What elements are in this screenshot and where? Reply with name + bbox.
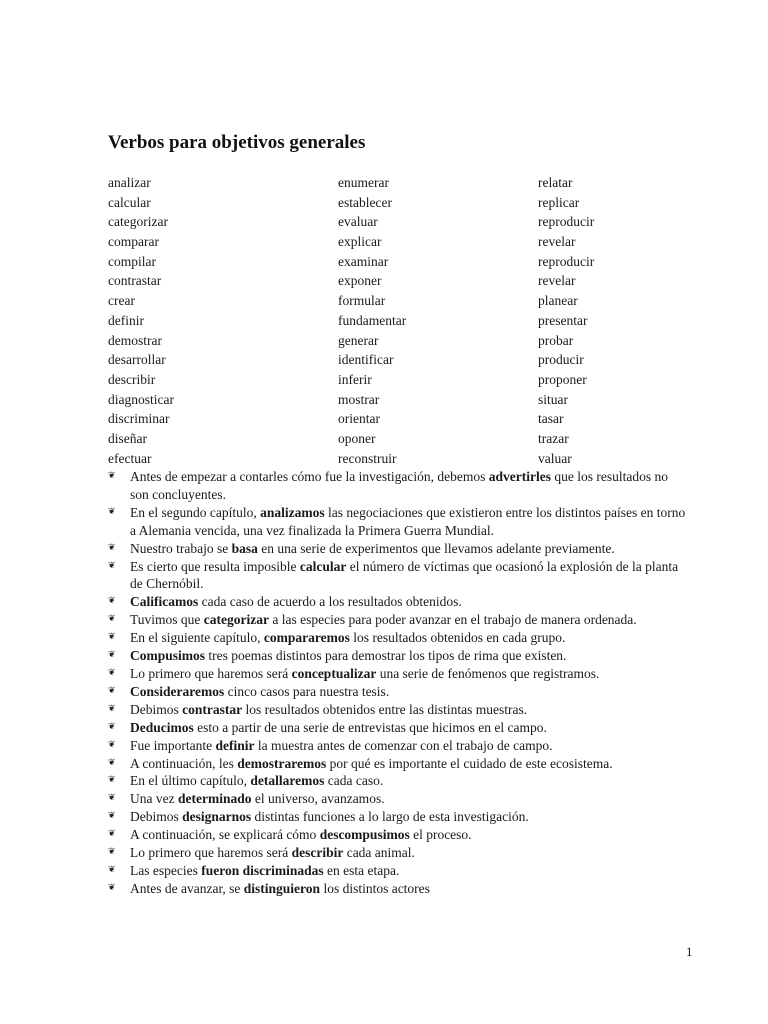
verb-item: planear [538, 293, 578, 309]
example-text-before: Debimos [130, 701, 183, 717]
verb-item: valuar [538, 450, 572, 466]
example-text-after: cada animal. [343, 845, 415, 861]
example-item [108, 808, 688, 826]
example-text-after: el número de víctimas que ocasionó la explosión de la planta de Chernóbil. [130, 558, 679, 592]
example-text-after: en una serie de experimentos que llevamos adelante previamente. [257, 540, 615, 556]
verb-item: categorizar [108, 214, 168, 230]
verb-item: discriminar [108, 411, 170, 427]
verb-item: examinar [338, 253, 389, 269]
example-text-after: esto a partir de una serie de entrevistas que hicimos en el campo. [193, 719, 547, 735]
fleuron-bullet-icon: ❦ [108, 649, 116, 660]
example-item [108, 719, 688, 737]
example-text-after: que los resultados no son concluyentes. [130, 469, 668, 502]
fleuron-bullet-icon: ❦ [108, 756, 116, 767]
example-verb: basa [231, 540, 258, 556]
example-verb: demostraremos [237, 755, 327, 771]
fleuron-bullet-icon: ❦ [108, 702, 116, 713]
example-text-before: Fue importante [130, 737, 216, 753]
example-verb: distinguieron [243, 880, 321, 896]
example-list [108, 468, 688, 898]
verb-item: diagnosticar [108, 391, 174, 407]
example-text-before: Es cierto que resulta imposible [130, 558, 300, 574]
example-text-before: Una vez [130, 791, 178, 807]
verb-item: inferir [338, 371, 372, 387]
verb-item: compilar [108, 253, 156, 269]
example-text-after: los distintos actores [320, 880, 430, 896]
example-item [108, 790, 688, 808]
example-text-before: Lo primero que haremos será [130, 665, 292, 681]
verb-item: generar [338, 332, 379, 348]
example-item [108, 755, 688, 773]
fleuron-bullet-icon: ❦ [108, 541, 116, 552]
verb-item: calcular [108, 194, 151, 210]
example-item [108, 683, 688, 701]
example-item [108, 880, 688, 898]
example-verb: calcular [299, 558, 347, 574]
verb-item: oponer [338, 430, 376, 446]
verb-column [538, 173, 594, 468]
fleuron-bullet-icon: ❦ [108, 810, 116, 821]
example-text-after: las negociaciones que existieron entre los distintos países en torno a Alemania vencida, una vez finalizada la Primera Guerra Mundial. [130, 504, 686, 538]
verb-item: contrastar [108, 273, 162, 289]
example-item [108, 468, 688, 504]
example-text-before: Nuestro trabajo se [130, 540, 232, 556]
verb-item: probar [538, 332, 574, 348]
example-item [108, 629, 688, 647]
example-item [108, 647, 688, 665]
fleuron-bullet-icon: ❦ [108, 666, 116, 677]
verb-item: explicar [338, 234, 382, 250]
example-text-before: Tuvimos que [130, 612, 204, 628]
verb-item: proponer [538, 371, 587, 387]
verb-item: efectuar [108, 450, 152, 466]
fleuron-bullet-icon: ❦ [108, 738, 116, 749]
example-item [108, 558, 688, 594]
verb-item: producir [538, 352, 584, 368]
example-verb: describir [291, 845, 344, 861]
verb-item: revelar [538, 273, 576, 289]
verb-item: desarrollar [108, 352, 166, 368]
example-verb: detallaremos [250, 773, 325, 789]
verb-item: comparar [108, 234, 159, 250]
example-verb: conceptualizar [291, 665, 377, 681]
example-verb: Deducimos [130, 719, 194, 735]
example-text-before: Lo primero que haremos será [130, 845, 292, 861]
example-verb: Consideraremos [130, 683, 225, 699]
example-verb: Calificamos [130, 594, 199, 610]
example-item [108, 701, 688, 719]
example-verb: determinado [177, 791, 252, 807]
fleuron-bullet-icon: ❦ [108, 846, 116, 857]
example-text-before: En el segundo capítulo, [130, 504, 261, 520]
example-verb: categorizar [203, 612, 269, 628]
fleuron-bullet-icon: ❦ [108, 863, 116, 874]
verb-item: relatar [538, 175, 573, 190]
example-text-after: a las especies para poder avanzar en el trabajo de manera ordenada. [269, 612, 637, 628]
verb-item: mostrar [338, 391, 380, 407]
verb-item: definir [108, 312, 144, 328]
example-text-before: A continuación, se explicará cómo [130, 827, 320, 843]
example-text-before: En el último capítulo, [130, 773, 251, 789]
example-item [108, 844, 688, 862]
example-verb: descompusimos [319, 827, 410, 843]
example-item [108, 665, 688, 683]
verb-table [108, 173, 668, 469]
example-text-before: Las especies [130, 862, 202, 878]
example-text-before: Debimos [130, 809, 183, 825]
example-text-after: por qué es importante el cuidado de este ecosistema. [326, 755, 613, 771]
example-text-after: cada caso. [324, 773, 384, 789]
fleuron-bullet-icon: ❦ [108, 720, 116, 731]
verb-item: situar [538, 391, 568, 407]
verb-item: reconstruir [338, 450, 397, 466]
verb-item: establecer [338, 194, 392, 210]
fleuron-bullet-icon: ❦ [108, 595, 116, 606]
example-item [108, 593, 688, 611]
verb-item: demostrar [108, 332, 162, 348]
fleuron-bullet-icon: ❦ [108, 613, 116, 624]
verb-item: trazar [538, 430, 569, 446]
verb-item: replicar [538, 194, 580, 210]
example-item [108, 772, 688, 790]
verb-item: orientar [338, 411, 380, 427]
verb-item: revelar [538, 234, 576, 250]
verb-item: exponer [338, 273, 382, 289]
example-text-before: Antes de empezar a contarles cómo fue la investigación, debemos [130, 469, 489, 484]
example-text-before: A continuación, les [130, 755, 238, 771]
verb-item: analizar [108, 175, 151, 190]
example-text-after: el universo, avanzamos. [251, 791, 385, 807]
example-text-after: tres poemas distintos para demostrar los tipos de rima que existen. [205, 648, 567, 664]
example-verb: definir [215, 737, 255, 753]
example-verb: compararemos [263, 630, 350, 646]
fleuron-bullet-icon: ❦ [108, 505, 116, 516]
example-text-after: el proceso. [409, 827, 472, 843]
verb-item: diseñar [108, 430, 147, 446]
example-item [108, 862, 688, 880]
verb-item: identificar [338, 352, 394, 368]
example-text-after: en esta etapa. [323, 862, 400, 878]
page-title: Verbos para objetivos generales [108, 132, 366, 153]
example-item [108, 737, 688, 755]
example-verb: advertirles [488, 469, 551, 484]
verb-item: fundamentar [338, 312, 407, 328]
fleuron-bullet-icon: ❦ [108, 470, 116, 480]
example-text-before: En el siguiente capítulo, [130, 630, 264, 646]
verb-item: crear [108, 293, 135, 309]
example-item [108, 504, 688, 540]
verb-item: reproducir [538, 214, 595, 230]
fleuron-bullet-icon: ❦ [108, 559, 116, 570]
verb-column [108, 173, 174, 468]
example-item [108, 826, 688, 844]
verb-item: reproducir [538, 253, 595, 269]
page-number: 1 [686, 944, 693, 959]
fleuron-bullet-icon: ❦ [108, 774, 116, 785]
verb-item: formular [338, 293, 386, 309]
fleuron-bullet-icon: ❦ [108, 792, 116, 803]
verb-item: presentar [538, 312, 588, 328]
example-text-before: Antes de avanzar, se [130, 880, 244, 896]
verb-item: tasar [538, 411, 564, 427]
example-item [108, 611, 688, 629]
example-text-after: cada caso de acuerdo a los resultados obtenidos. [198, 594, 462, 610]
fleuron-bullet-icon: ❦ [108, 631, 116, 642]
example-text-after: los resultados obtenidos entre las distintas muestras. [242, 701, 528, 717]
example-verb: analizamos [260, 504, 325, 520]
example-text-after: distintas funciones a lo largo de esta investigación. [251, 809, 529, 825]
fleuron-bullet-icon: ❦ [108, 828, 116, 839]
fleuron-bullet-icon: ❦ [108, 684, 116, 695]
example-text-after: una serie de fenómenos que registramos. [376, 665, 600, 681]
example-text-after: los resultados obtenidos en cada grupo. [349, 630, 566, 646]
example-verb: designarnos [182, 809, 252, 825]
example-text-after: la muestra antes de comenzar con el trabajo de campo. [254, 737, 553, 753]
verb-item: describir [108, 371, 156, 387]
verb-column [338, 173, 406, 468]
fleuron-bullet-icon: ❦ [108, 881, 116, 892]
verb-item: enumerar [338, 175, 389, 190]
example-item [108, 540, 688, 558]
example-verb: fueron discriminadas [201, 862, 324, 878]
verb-item: evaluar [338, 214, 378, 230]
example-verb: Compusimos [130, 648, 206, 664]
example-verb: contrastar [182, 701, 243, 717]
example-text-after: cinco casos para nuestra tesis. [224, 683, 390, 699]
